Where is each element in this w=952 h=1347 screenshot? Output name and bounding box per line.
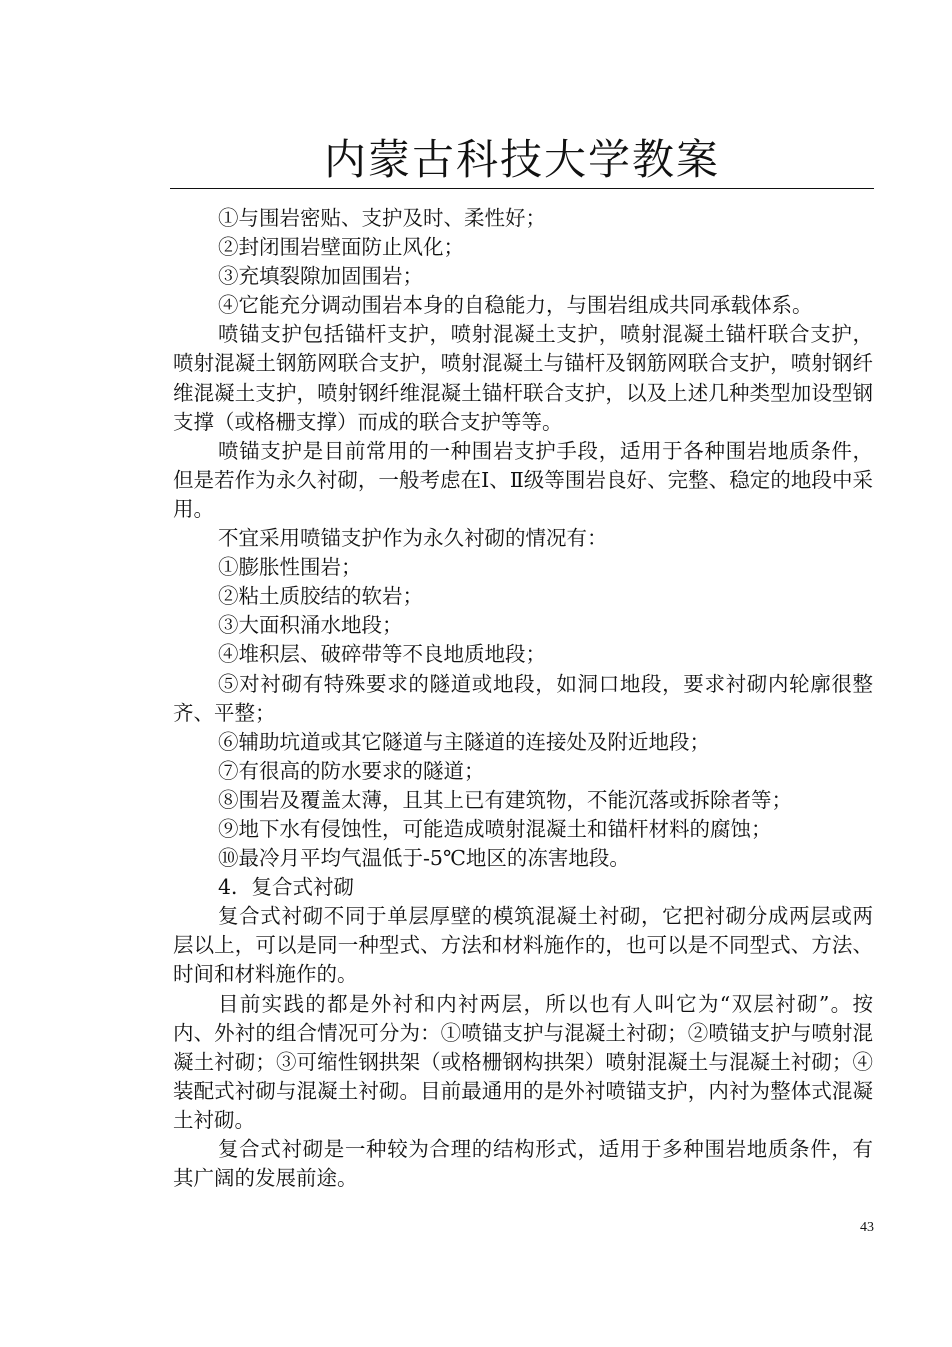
paragraph-composite-definition: 复合式衬砌不同于单层厚壁的模筑混凝土衬砌，它把衬砌分成两层或两层以上，可以是同一种型式、方法和材料施作的，也可以是不同型式、方法、时间和材料施作的。 (173, 904, 873, 987)
paragraph-support-types: 喷锚支护包括锚杆支护，喷射混凝土支护，喷射混凝土锚杆联合支护，喷射混凝土钢筋网联合支护，喷射混凝土与锚杆及钢筋网联合支护，喷射钢纤维混凝土支护，喷射钢纤维混凝土锚杆联合支护，以及上述几种类型加设型钢支撑（或格栅支撑）而成的联合支护等等。 (173, 322, 873, 434)
paragraph-composite-combinations: 目前实践的都是外衬和内衬两层，所以也有人叫它为“双层衬砌”。按内、外衬的组合情况可分为：①喷锚支护与混凝土衬砌；②喷锚支护与喷射混凝土衬砌；③可缩性钢拱架（或格栅钢构拱架）喷射混凝土与混凝土衬砌；④装配式衬砌与混凝土衬砌。目前最通用的是外衬喷锚支护，内衬为整体式混凝土衬砌。 (173, 991, 873, 1132)
list-item-unsuitable-1: ①膨胀性围岩； (218, 555, 362, 580)
paragraph-advantage-2: ②封闭围岩壁面防止风化； (218, 235, 464, 260)
list-item-unsuitable-2: ②粘土质胶结的软岩； (218, 584, 423, 609)
list-item-unsuitable-9: ⑨地下水有侵蚀性，可能造成喷射混凝土和锚杆材料的腐蚀； (218, 816, 772, 841)
paragraph-composite-prospects: 复合式衬砌是一种较为合理的结构形式，适用于多种围岩地质条件，有其广阔的发展前途。 (173, 1137, 873, 1191)
list-item-unsuitable-6: ⑥辅助坑道或其它隧道与主隧道的连接处及附近地段； (218, 729, 710, 754)
list-item-unsuitable-3: ③大面积涌水地段； (218, 613, 403, 638)
header-divider (170, 188, 874, 189)
list-item-unsuitable-10: ⑩最冷月平均气温低于-5℃地区的冻害地段。 (218, 846, 630, 871)
page-header-title: 内蒙古科技大学教案 (323, 135, 720, 184)
lesson-body (173, 204, 873, 1193)
list-item-unsuitable-4: ④堆积层、破碎带等不良地质地段； (218, 642, 546, 667)
page-number: 43 (860, 1220, 874, 1235)
paragraph-unsuitable-intro: 不宜采用喷锚支护作为永久衬砌的情况有： (218, 526, 608, 551)
list-item-unsuitable-8: ⑧围岩及覆盖太薄，且其上已有建筑物，不能沉落或拆除者等； (218, 787, 792, 812)
paragraph-advantage-1: ①与围岩密贴、支护及时、柔性好； (218, 206, 546, 230)
paragraph-advantage-4: ④它能充分调动围岩本身的自稳能力，与围岩组成共同承载体系。 (218, 293, 813, 318)
section-heading-composite-lining: 4．复合式衬砌 (218, 875, 355, 900)
list-item-unsuitable-7: ⑦有很高的防水要求的隧道； (218, 758, 485, 783)
paragraph-advantage-3: ③充填裂隙加固围岩； (218, 264, 423, 289)
list-item-unsuitable-5: ⑤对衬砌有特殊要求的隧道或地段，如洞口地段，要求衬砌内轮廓很整齐、平整； (173, 671, 873, 725)
paragraph-support-usage: 喷锚支护是目前常用的一种围岩支护手段，适用于各种围岩地质条件，但是若作为永久衬砌，一般考虑在Ⅰ、Ⅱ级等围岩良好、完整、稳定的地段中采用。 (173, 438, 873, 521)
